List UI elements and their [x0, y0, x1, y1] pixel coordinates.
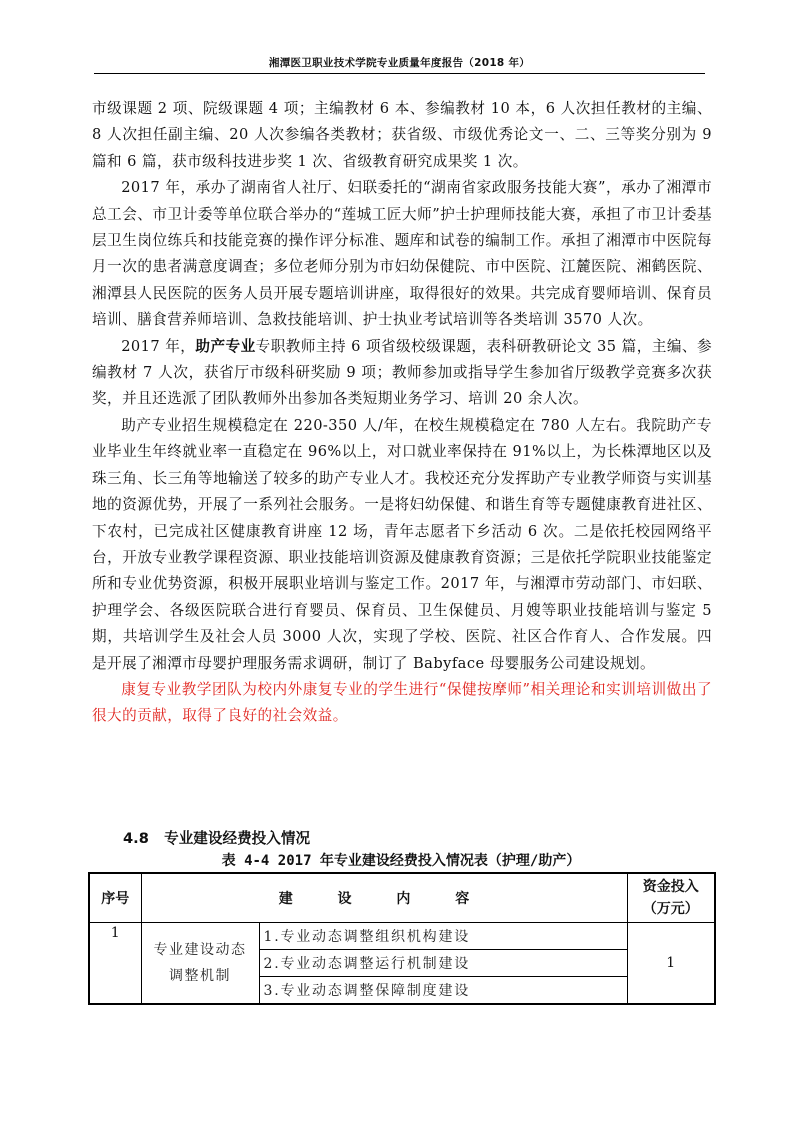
- paragraph-1: [92, 96, 712, 175]
- paragraph-5-highlighted: [92, 677, 712, 730]
- row-category-line1: 专业建设动态: [153, 942, 247, 958]
- section-title: 专业建设经费投入情况: [164, 830, 311, 847]
- header-seq: 序号: [89, 873, 141, 923]
- row-item-1: 1.专业动态调整组织机构建设: [259, 923, 627, 950]
- row-category: [141, 923, 259, 1005]
- table-header-row: [89, 873, 715, 923]
- paragraph-4-text: 助产专业招生规模稳定在 220-350 人/年，在校生规模稳定在 780 人左右。我院助产专业毕业生年终就业率一直稳定在 96%以上，对口就业率保持在 91%以上，为长株潭地区以及珠三角、长三角等地输送了较多的助产专业人才。我校还充分发挥助产专业教学师资与实训基地的资源优势，开展了一系列社会服务。一是将妇幼保健、和谐生育等专题健康教育进社区、下农村，已完成社区健康教育讲座 12 场，青年志愿者下乡活动 6 次。二是依托校园网络平台，开放专业教学课程资源、职业技能培训资源及健康教育资源；三是依托学院职业技能鉴定所和专业优势资源，积极开展职业培训与鉴定工作。2017 年，与湘潭市劳动部门、市妇联、护理学会、各级医院联合进行育婴员、保育员、卫生保健员、月嫂等职业技能培训与鉴定 5 期，共培训学生及社会人员 3000 人次，实现了学校、医院、社区合作育人、合作发展。四是开展了湘潭市母婴护理服务需求调研，制订了 Babyface 母婴服务公司建设规划。: [92, 416, 712, 672]
- row-item-2: 2.专业动态调整运行机制建设: [259, 950, 627, 977]
- table-row: [89, 923, 715, 950]
- header-divider: [94, 73, 705, 74]
- header-content: 建 设 内 容: [141, 873, 627, 923]
- paragraph-3-bold-term: 助产专业: [195, 337, 256, 355]
- section-heading: [123, 827, 310, 848]
- body-text: [92, 96, 712, 730]
- paragraph-2-text: 2017 年，承办了湖南省人社厅、妇联委托的“湖南省家政服务技能大赛”，承办了湘潭市总工会、市卫计委等单位联合举办的“莲城工匠大师”护士护理师技能大赛，承担了市卫计委基层卫生岗位练兵和技能竞赛的操作评分标准、题库和试卷的编制工作。承担了湘潭市中医院每月一次的患者满意度调查；多位老师分别为市妇幼保健院、市中医院、江麓医院、湘鹤医院、湘潭县人民医院的医务人员开展专题培训讲座，取得很好的效果。共完成育婴师培训、保育员培训、膳食营养师培训、急救技能培训、护士执业考试培训等各类培训 3570 人次。: [92, 179, 712, 329]
- paragraph-2: [92, 175, 712, 333]
- report-header-title: 湘潭医卫职业技术学院专业质量年度报告（2018 年）: [268, 57, 531, 69]
- paragraph-3-text-b: 专职教师主持 6 项省级校级课题，表科研教研论文 35 篇，主编、参编教材 7 人次，获省厅市级科研奖励 9 项；教师参加或指导学生参加省厅级教学竞赛多次获奖，并且还选派了团队教师外出参加各类短期业务学习、培训 20 余人次。: [92, 337, 712, 408]
- paragraph-4: [92, 413, 712, 677]
- table-caption: 表 4-4 2017 年专业建设经费投入情况表（护理/助产）: [221, 853, 581, 869]
- row-category-line2: 调整机制: [169, 968, 231, 984]
- row-fund: 1: [627, 923, 715, 1005]
- header-fund-line2: （万元）: [642, 901, 699, 917]
- row-seq: 1: [89, 923, 141, 1005]
- paragraph-3: [92, 334, 712, 413]
- header-fund-line1: 资金投入: [642, 879, 699, 895]
- paragraph-1-text: 市级课题 2 项、院级课题 4 项；主编教材 6 本、参编教材 10 本，6 人次担任教材的主编、8 人次担任副主编、20 人次参编各类教材；获省级、市级优秀论文一、二、三等奖分别为 9 篇和 6 篇，获市级科技进步奖 1 次、省级教育研究成果奖 1 次。: [92, 100, 712, 170]
- paragraph-5-text: 康复专业教学团队为校内外康复专业的学生进行“保健按摩师”相关理论和实训培训做出了很大的贡献，取得了良好的社会效益。: [92, 680, 712, 725]
- row-item-3: 3.专业动态调整保障制度建设: [259, 977, 627, 1005]
- header-fund: [627, 873, 715, 923]
- section-number: 4.8: [123, 830, 149, 847]
- investment-table: [88, 872, 716, 1005]
- paragraph-3-text-a: 2017 年，: [121, 337, 196, 355]
